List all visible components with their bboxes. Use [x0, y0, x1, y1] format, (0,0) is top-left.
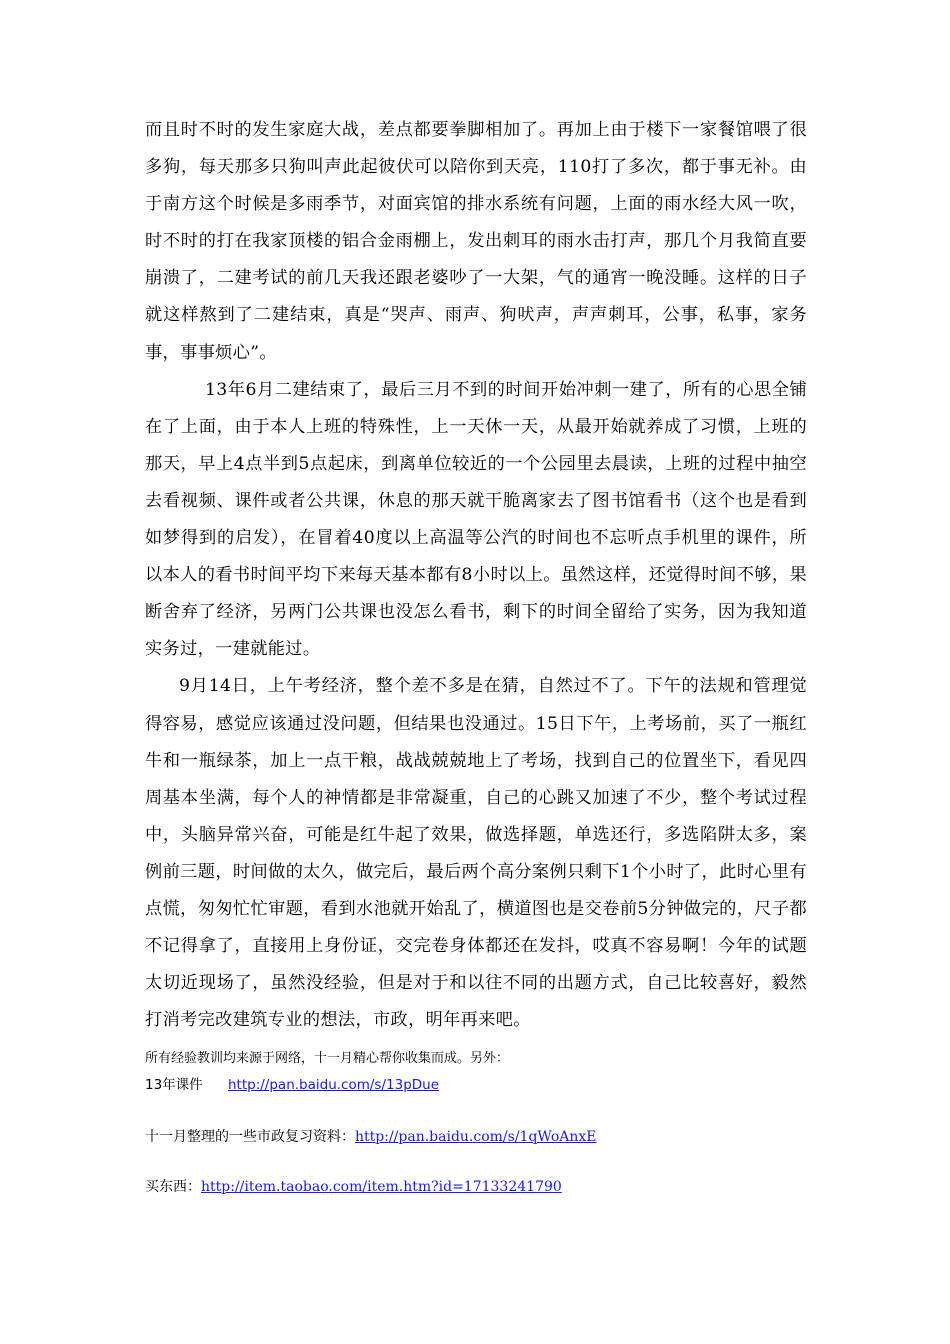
link-line-shop [145, 1177, 562, 1197]
document-body [145, 112, 807, 1039]
paragraph-study-plan: 13年6月二建结束了，最后三月不到的时间开始冲刺一建了，所有的心思全铺在了上面，由于本人上班的特殊性，上一天休一天，从最开始就养成了习惯，上班的那天，早上4点半到5点起床，到离单位较近的一个公园里去晨读，上班的过程中抽空去看视频、课件或者公共课，休息的那天就干脆离家去了图书馆看书（这个也是看到如梦得到的启发），在冒着40度以上高温等公汽的时间也不忘听点手机里的课件，所以本人的看书时间平均下来每天基本都有8小时以上。虽然这样，还觉得时间不够，果断舍弃了经济，另两门公共课也没怎么看书，剩下的时间全留给了实务，因为我知道实务过，一建就能过。 [145, 379, 807, 660]
link-line-courseware [145, 1075, 439, 1095]
link-line-review-materials [145, 1127, 597, 1147]
source-note: 所有经验教训均来源于网络，十一月精心帮你收集而成。另外： [145, 1051, 510, 1066]
paragraph-family-troubles: 而且时不时的发生家庭大战，差点都要拳脚相加了。再加上由于楼下一家餐馆喂了很多狗，每天那多只狗叫声此起彼伏可以陪你到天亮，110打了多次，都于事无补。由于南方这个时候是多雨季节，对面宾馆的排水系统有问题，上面的雨水经大风一吹，时不时的打在我家顶楼的铝合金雨棚上，发出刺耳的雨水击打声，那几个月我简直要崩溃了，二建考试的前几天我还跟老婆吵了一大架，气的通宵一晚没睡。这样的日子就这样熬到了二建结束，真是“哭声、雨声、狗吠声，声声刺耳，公事，私事，家务事，事事烦心”。 [145, 120, 807, 363]
shop-link[interactable]: http://item.taobao.com/item.htm?id=17133241790 [201, 1179, 562, 1195]
courseware-label: 13年课件 [145, 1077, 203, 1093]
review-materials-label: 十一月整理的一些市政复习资料： [145, 1129, 355, 1145]
paragraph-exam-day: 9月14日，上午考经济，整个差不多是在猜，自然过不了。下午的法规和管理觉得容易，感觉应该通过没问题，但结果也没通过。15日下午，上考场前，买了一瓶红牛和一瓶绿茶，加上一点干粮，战战兢兢地上了考场，找到自己的位置坐下，看见四周基本坐满，每个人的神情都是非常凝重，自己的心跳又加速了不少，整个考试过程中，头脑异常兴奋，可能是红牛起了效果，做选择题，单选还行，多选陷阱太多，案例前三题，时间做的太久，做完后，最后两个高分案例只剩下1个小时了，此时心里有点慌，匆匆忙忙审题，看到水池就开始乱了，横道图也是交卷前5分钟做完的，尺子都不记得拿了，直接用上身份证，交完卷身体都还在发抖，哎真不容易啊！今年的试题太切近现场了，虽然没经验，但是对于和以往不同的出题方式，自己比较喜好，毅然打消考完改建筑专业的想法，市政，明年再来吧。 [145, 676, 807, 1031]
shop-label: 买东西： [145, 1179, 201, 1195]
courseware-link[interactable]: http://pan.baidu.com/s/13pDue [228, 1077, 440, 1093]
review-materials-link[interactable]: http://pan.baidu.com/s/1qWoAnxE [355, 1129, 597, 1145]
